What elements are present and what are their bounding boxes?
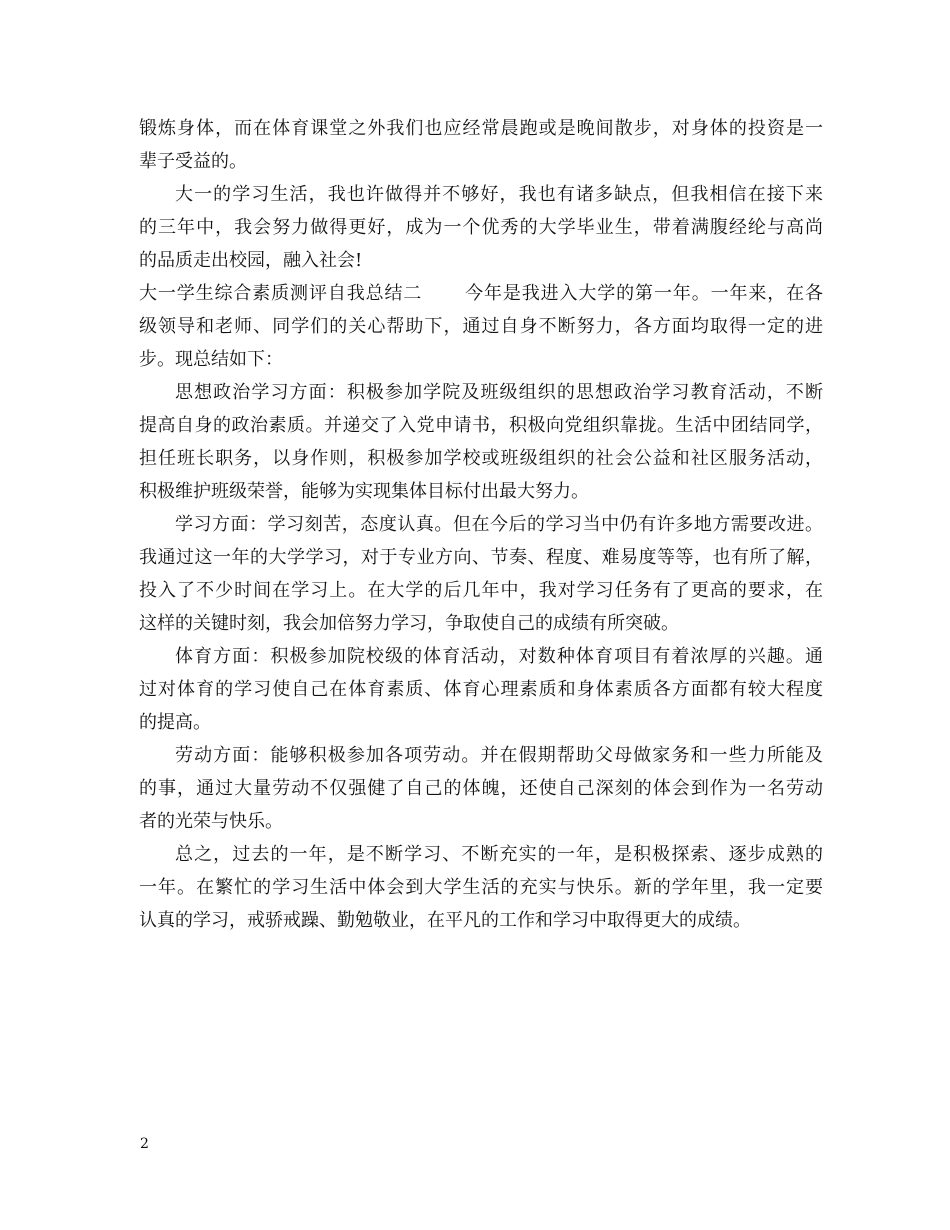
paragraph-line: 的三年中，我会努力做得更好，成为一个优秀的大学毕业生，带着满腹经纶与高尚 — [139, 217, 823, 238]
paragraph-line: 辈子受益的。 — [139, 151, 247, 172]
paragraph-line: 劳动方面：能够积极参加各项劳动。并在假期帮助父母做家务和一些力所能及 — [175, 745, 823, 766]
paragraph-line: 体育方面：积极参加院校级的体育活动，对数种体育项目有着浓厚的兴趣。通 — [175, 646, 823, 667]
paragraph-line: 总之，过去的一年，是不断学习、不断充实的一年，是积极探索、逐步成熟的 — [175, 844, 823, 865]
paragraph-line: 提高自身的政治素质。并递交了入党申请书，积极向党组织靠拢。生活中团结同学， — [139, 415, 823, 436]
paragraph-line: 投入了不少时间在学习上。在大学的后几年中，我对学习任务有了更高的要求，在 — [139, 580, 823, 601]
paragraph-line: 积极维护班级荣誉，能够为实现集体目标付出最大努力。 — [139, 481, 589, 502]
paragraph-line: 级领导和老师、同学们的关心帮助下，通过自身不断努力，各方面均取得一定的进 — [139, 316, 823, 337]
paragraph-line: 一年。在繁忙的学习生活中体会到大学生活的充实与快乐。新的学年里，我一定要 — [139, 877, 823, 898]
paragraph-line: 步。现总结如下： — [139, 349, 283, 370]
page-number: 2 — [140, 1136, 149, 1152]
paragraph-line: 过对体育的学习使自己在体育素质、体育心理素质和身体素质各方面都有较大程度 — [139, 679, 823, 700]
section-heading-line — [139, 277, 823, 310]
paragraph-line: 我通过这一年的大学学习，对于专业方向、节奏、程度、难易度等等，也有所了解， — [139, 547, 823, 568]
paragraph-line: 大一的学习生活，我也许做得并不够好，我也有诸多缺点，但我相信在接下来 — [175, 184, 823, 205]
paragraph-line: 学习方面：学习刻苦，态度认真。但在今后的学习当中仍有许多地方需要改进。 — [175, 514, 823, 535]
section-intro: 今年是我进入大学的第一年。一年来，在各 — [464, 283, 823, 304]
paragraph-line: 认真的学习，戒骄戒躁、勤勉敬业，在平凡的工作和学习中取得更大的成绩。 — [139, 910, 751, 931]
paragraph-line: 担任班长职务，以身作则，积极参加学校或班级组织的社会公益和社区服务活动， — [139, 448, 823, 469]
paragraph-line: 思想政治学习方面：积极参加学院及班级组织的思想政治学习教育活动，不断 — [175, 382, 823, 403]
paragraph-line: 锻炼身体，而在体育课堂之外我们也应经常晨跑或是晚间散步，对身体的投资是一 — [139, 118, 823, 139]
document-body — [139, 112, 823, 937]
paragraph-line: 的提高。 — [139, 712, 211, 733]
paragraph-line: 这样的关键时刻，我会加倍努力学习，争取使自己的成绩有所突破。 — [139, 613, 679, 634]
paragraph-line: 的品质走出校园，融入社会! — [139, 250, 363, 271]
paragraph-line: 的事，通过大量劳动不仅强健了自己的体魄，还使自己深刻的体会到作为一名劳动 — [139, 778, 823, 799]
paragraph-line: 者的光荣与快乐。 — [139, 811, 283, 832]
section-title: 大一学生综合素质测评自我总结二 — [139, 283, 423, 304]
